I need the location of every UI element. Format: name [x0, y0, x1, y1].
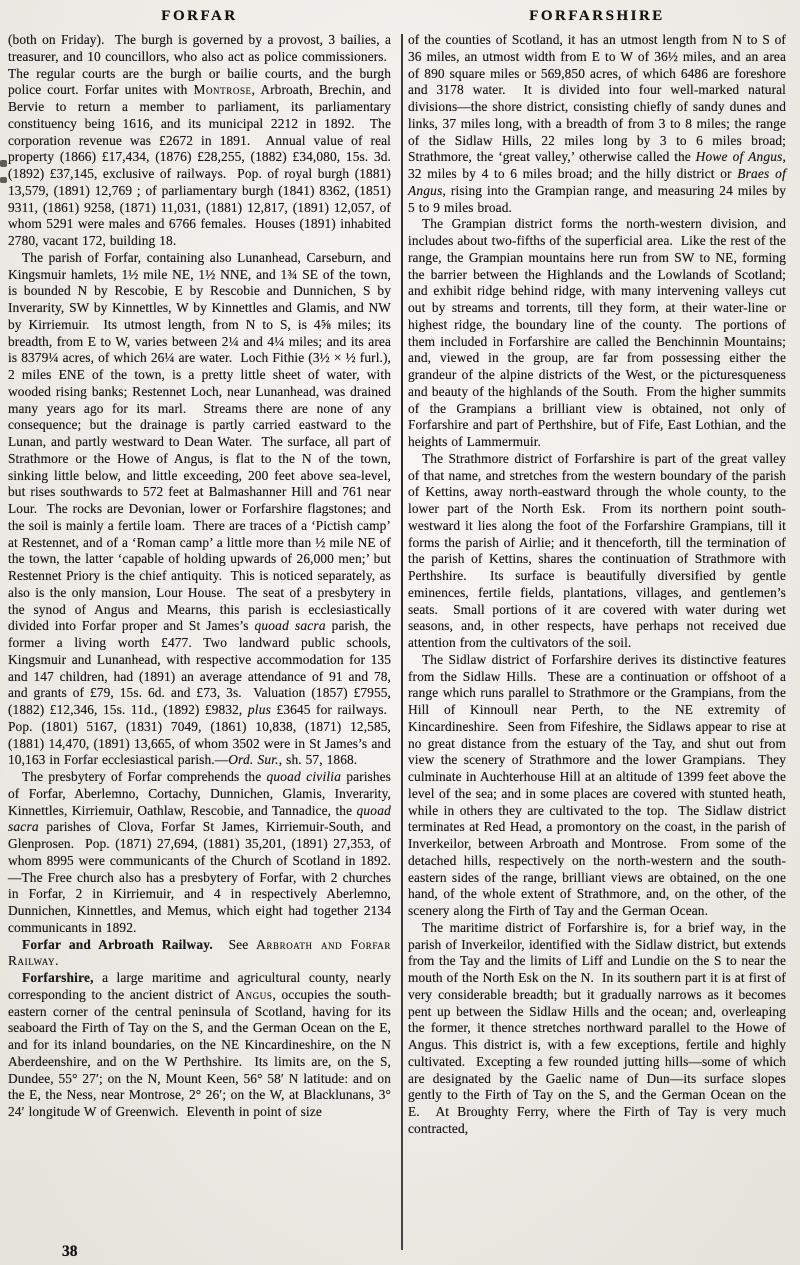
paragraph: of the counties of Scotland, it has an utmost length from N to S of 36 miles, an utmost width from E to W of 36½ miles, and an area of 890 square miles or 569,850 acres, of which 6486 are foreshore and 3178 water. It is divided into four well-marked natural divisions—the shore district, consisting chiefly of sandy dunes and links, 37 miles long, with a breadth of from 3 to 8 miles; the range of the Sidlaw Hills, 22 miles long by 3 to 6 miles broad; Strathmore, the ‘great valley,’ otherwise called the Howe of Angus, 32 miles by 4 to 6 miles broad; and the hilly district or Braes of Angus, rising into the Grampian range, and measuring 24 miles by 5 to 9 miles broad. — [408, 32, 786, 215]
paragraph: The Strathmore district of Forfarshire is part of the great valley of that name, and stretches from the western boundary of the parish of Kettins, away north-eastward through the whole county, to the lower part of the North Esk. From its northern point south-westward it lies along the foot of the Forfarshire Grampians, till it forms the parish of Airlie; and it thenceforth, till the termination of the parish of Kettins, shares the continuation of Strathmore with Perthshire. Its surface is beautifully diversified by gentle eminences, fertile fields, plantations, villages, and gentlemen’s seats. Small portions of it are covered with water during wet seasons, and, in other respects, have perhaps not received due attention from the cultivators of the soil. — [408, 450, 786, 650]
right-column — [397, 6, 786, 1138]
scan-edge-artifact — [0, 160, 7, 167]
column-divider-rule — [401, 34, 403, 1250]
paragraph: Forfarshire, a large maritime and agricultural county, nearly corresponding to the ancient district of Angus, occupies the south-eastern corner of the central peninsula of Scotland, having for its seaboard the Firth of Tay on the S, and the German Ocean on the E, and for its inland boundaries, on the NE Kincardineshire, on the N Aberdeenshire, and on the W Perthshire. Its limits are, on the S, Dundee, 55° 27′; on the N, Mount Keen, 56° 58′ N latitude: and on the E, the Ness, near Montrose, 2° 26′; on the W, at Blacklunans, 3° 24′ longitude W of Greenwich. Eleventh in point of size — [8, 970, 391, 1119]
paragraph: The Sidlaw district of Forfarshire derives its distinctive features from the Sidlaw Hills. These are a continuation or offshoot of a range which runs parallel to Strathmore or the Grampians, from the Hill of Kinnoull near Perth, to the NE extremity of Kincardineshire. Seen from Fifeshire, the Sidlaws appear to rise at no great distance from the estuary of the Tay, and shut out from view the scenery of Strathmore and the lower Grampians. They culminate in Auchterhouse Hill at an altitude of 1399 feet above the level of the sea; and in some places are covered with stunted heath, while in others they are cultivated to the top. The Sidlaw district terminates at Red Head, a promontory on the coast, in the parish of Inverkeilor, between Arbroath and Montrose. From some of the detached hills, respectively on the north-western and the south-eastern sides of the range, brilliant views are obtained, on the one hand, of the whole extent of Strathmore, and, on the other, of the scenery along the Firth of Tay and the German Ocean. — [408, 651, 786, 918]
paragraph: The maritime district of Forfarshire is, for a brief way, in the parish of Inverkeilor, identified with the Sidlaw district, but extends from the Tay and the limits of Liff and Lundie on the S to near the mouth of the North Esk on the N. In its southern part it is at first of very considerable breadth; but it gradually narrows as it becomes pent up between the Sidlaw Hills and the ocean; and, overleaping the former, it thence stretches northward parallel to the Howe of Angus. This district is, with a few exceptions, fertile and highly cultivated. Excepting a few rounded jutting hills—some of which are designated by the Gaelic name of Dun—its surface slopes gently to the Firth of Tay on the S, and the German Ocean on the E. At Broughty Ferry, where the Firth of Tay is very much contracted, — [408, 919, 786, 1136]
paragraph: The parish of Forfar, containing also Lunanhead, Carseburn, and Kingsmuir hamlets, 1½ mile NE, 1½ NNE, and 1¾ SE of the town, is bounded N by Rescobie, E by Rescobie and Dunnichen, S by Inverarity, SW by Kinnettles, W by Kinnettles and Glamis, and NW by Kirriemuir. Its utmost length, from N to S, is 4⅝ miles; its breadth, from E to W, varies between 2¼ and 4¼ miles; and its area is 8379¼ acres, of which 26¼ are water. Loch Fithie (3½ × ½ furl.), 2 miles ENE of the town, is a pretty little sheet of water, with wooded rising banks; Restennet Loch, near Lunanhead, was drained many years ago for its marl. Streams there are none of any consequence; but the drainage is partly carried eastward to the Lunan, and partly westward to Dean Water. The surface, all part of Strathmore or the Howe of Angus, is flat to the N of the town, sinking little below, and little exceeding, 200 feet above sea-level, but rises southwards to 572 feet at Balmashanner Hill and 761 near Lour. The rocks are Devonian, lower or Forfarshire flagstones; and the soil is mainly a fertile loam. There are traces of a ‘Pictish camp’ at Restennet, and of a ‘Roman camp’ a little more than ½ mile NE of the town, the latter ‘capable of holding upwards of 26,000 men;’ but Restennet Priory is the chief antiquity. This is noticed separately, as also is the only mansion, Lour House. The seat of a presbytery in the synod of Angus and Mearns, this parish is ecclesiastically divided into Forfar proper and St James’s quoad sacra parish, the former a living worth £477. Two landward public schools, Kingsmuir and Lunanhead, with respective accommodation for 135 and 147 children, had (1891) an average attendance of 91 and 78, and grants of £79, 15s. 6d. and £73, 3s. Valuation (1857) £7955, (1882) £12,346, 15s. 11d., (1892) £9832, plus £3645 for railways. Pop. (1801) 5167, (1831) 7049, (1861) 10,838, (1871) 12,585, (1881) 14,470, (1891) 13,665, of whom 3502 were in St James’s and 10,163 in Forfar ecclesiastical parish.—Ord. Sur., sh. 57, 1868. — [8, 249, 391, 768]
right-column-body — [408, 32, 786, 1138]
left-column — [8, 6, 397, 1121]
paragraph: The Grampian district forms the north-western division, and includes about two-fifths of the superficial area. Like the rest of the range, the Grampian mountains here run from SW to NE, forming the barrier between the Highlands and the Lowlands of Scotland; and exhibit ridge behind ridge, with many intervening valleys cut out by streams and torrents, till they form, at their water-line or highest ridge, the boundary line of the county. The portions of them included in Forfarshire are called the Benchinnin Mountains; and, viewed in the group, are far from possessing either the grandeur of the alpine districts of the West, or the picturesqueness and beauty of the highlands of the South. From the higher summits of the Grampians a brilliant view is obtained, not only of Forfarshire and part of Perthshire, but of Fife, East Lothian, and the heights of Lammermuir. — [408, 216, 786, 449]
paragraph: The presbytery of Forfar comprehends the quoad civilia parishes of Forfar, Aberlemno, Cortachy, Dunnichen, Glamis, Inverarity, Kinnettles, Kirriemuir, Oathlaw, Rescobie, and Tannadice, the quoad sacra parishes of Clova, Forfar St James, Kirriemuir-South, and Glenprosen. Pop. (1871) 27,694, (1881) 35,201, (1891) 27,353, of whom 8995 were communicants of the Church of Scotland in 1892.—The Free church also has a presbytery of Forfar, with 2 churches in Forfar, 2 in Kirriemuir, and 4 in respectively Aberlemno, Dunnichen, Kinnettles, and Memus, which eight had together 2134 communicants in 1892. — [8, 769, 391, 935]
page-number: 38 — [62, 1243, 78, 1260]
paragraph: Forfar and Arbroath Railway. See Arbroath and Forfar Railway. — [8, 936, 391, 969]
left-column-body — [8, 32, 391, 1121]
running-head-forfar: FORFAR — [161, 8, 238, 24]
scan-edge-artifact — [0, 177, 7, 183]
running-head-forfarshire: FORFARSHIRE — [529, 8, 665, 24]
paragraph: (both on Friday). The burgh is governed by a provost, 3 bailies, a treasurer, and 10 councillors, who also act as police commissioners. The regular courts are the burgh or bailie courts, and the burgh police court. Forfar unites with Montrose, Arbroath, Brechin, and Bervie to return a member to parliament, its parliamentary constituency being 1616, and its municipal 2212 in 1892. The corporation revenue was £2672 in 1891. Annual value of real property (1866) £17,434, (1876) £28,255, (1882) £34,080, 15s. 3d. (1892) £37,145, exclusive of railways. Pop. of royal burgh (1881) 13,579, (1891) 12,769 ; of parliamentary burgh (1841) 8362, (1851) 9311, (1861) 9258, (1871) 11,031, (1881) 12,817, (1891) 12,057, of whom 5291 were males and 6766 females. Houses (1891) inhabited 2780, vacant 172, building 18. — [8, 32, 391, 248]
